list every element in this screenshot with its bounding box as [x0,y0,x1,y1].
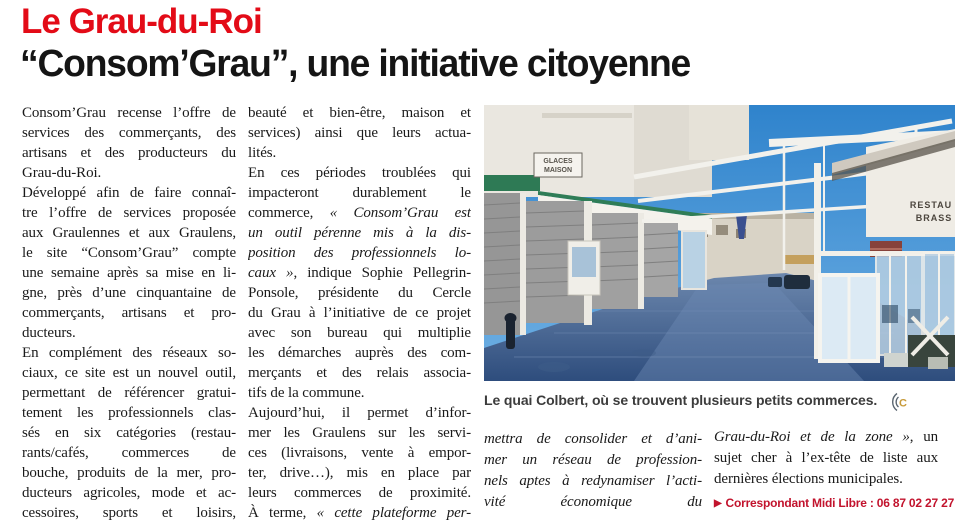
text-line: beauté et bien-être, maison et [248,105,471,121]
article-column-3 [484,429,702,523]
text-line: En complément des réseaux so- [22,345,236,361]
triangle-bullet-icon: ▶ [714,498,722,509]
text-line: À terme, « cette plateforme per- [248,505,471,521]
text-line: services des commerçants, des [22,125,236,141]
text-line: tifs de la commune. [248,385,365,401]
article-headline: “Consom’Grau”, une initiative citoyenne [20,43,691,85]
text-line: nels aptes à redynamiser l’acti- [484,473,702,489]
text-line: ciaux, ce site est un nouvel outil, [22,365,236,381]
text-line: Ponsole, présidente du Cercle [248,285,471,301]
text-line: artisans et des producteurs du [22,145,236,161]
text-line: ducteurs agricoles, mode et ac- [22,485,236,501]
article-photo [484,105,955,381]
green-awning [484,175,540,191]
text-line: ter, drive…), mis en place par [248,465,471,481]
text-line: lités. [248,145,277,161]
article-column-1 [22,103,236,523]
correspondent-line [714,496,954,510]
text-line: mer les Graulens sur les servi- [248,425,471,441]
text-line: Consom’Grau recense l’offre de [22,105,236,121]
text-line: mettra de consolider et d’ani- [484,431,702,447]
credit-letter: C [899,397,907,410]
glass-door [682,231,706,289]
text-line: Grau-du-Roi et de la zone », un [714,429,938,445]
text-line: les démarches auprès des com- [248,345,471,361]
text-line: commerce, « Consom’Grau est [248,205,471,221]
text-line: mer un réseau de profession- [484,452,702,468]
bollard [506,319,515,349]
text-line: cessoires, sports et loisirs, [22,505,236,521]
text-line: un outil pérenne mis à la dis- [248,225,471,241]
text-line: impacteront durablement le [248,185,471,201]
text-line: ces (livraisons, vente à empor- [248,445,471,461]
restaurant-sign-text: RESTAU [909,200,953,210]
article-kicker: Le Grau-du-Roi [21,2,262,41]
text-line: rants/cafés, commerces de [22,445,236,461]
text-line: services) ainsi que leurs actua- [248,125,471,141]
article-column-2 [248,103,471,523]
text-line: du Grau à l’initiative de ce projet [248,305,471,321]
text-line: permettant de référencer gratui- [22,385,236,401]
text-line: merçants et des relais associa- [248,365,471,381]
text-line: dernières élections municipales. [714,471,903,487]
text-line: tement les professionnels clas- [22,405,236,421]
article-column-4 [714,427,938,493]
caption-row [484,390,955,414]
text-line: vité économique du [484,494,702,510]
parked-car [784,275,810,289]
brasserie-sign-text: BRASS [915,213,953,223]
text-line: sés en six catégories (restau- [22,425,236,441]
text-line: bouche, produits de la mer, pro- [22,465,236,481]
text-line: position des professionnels lo- [248,245,471,261]
text-line: caux », indique Sophie Pellegrin- [248,265,471,281]
correspondent-text: Correspondant Midi Libre : 06 87 02 27 27 [725,496,955,510]
photo-credit-icon [889,390,913,414]
text-line: Développé afin de faire connaî- [22,185,236,201]
text-line: gne, près d’une cinquantaine de [22,285,236,301]
text-line: tre l’offre de services proposée [22,205,236,221]
text-line: le site “Consom’Grau” compte [22,245,236,261]
text-line: leurs commerces de proximité. [248,485,471,501]
text-line: une semaine après sa mise en li- [22,265,236,281]
text-line: Grau-du-Roi. [22,165,102,181]
text-line: aux Graulennes et aux Graulens, [22,225,236,241]
text-line: ducteurs. [22,325,76,341]
street-scene-illustration [484,105,955,381]
glaces-sign-text: GLACES [543,158,573,165]
text-line: sujet cher à l’ex-tête de liste aux [714,450,938,466]
text-line: En ces périodes troublées qui [248,165,471,181]
maison-sign-text: MAISON [544,167,572,174]
photo-caption: Le quai Colbert, où se trouvent plusieurs petits commerces. [484,392,878,408]
text-line: commerçants, artisans et pro- [22,305,236,321]
text-line: Aujourd’hui, il permet d’infor- [248,405,471,421]
text-line: avec son bureau qui multiplie [248,325,471,341]
